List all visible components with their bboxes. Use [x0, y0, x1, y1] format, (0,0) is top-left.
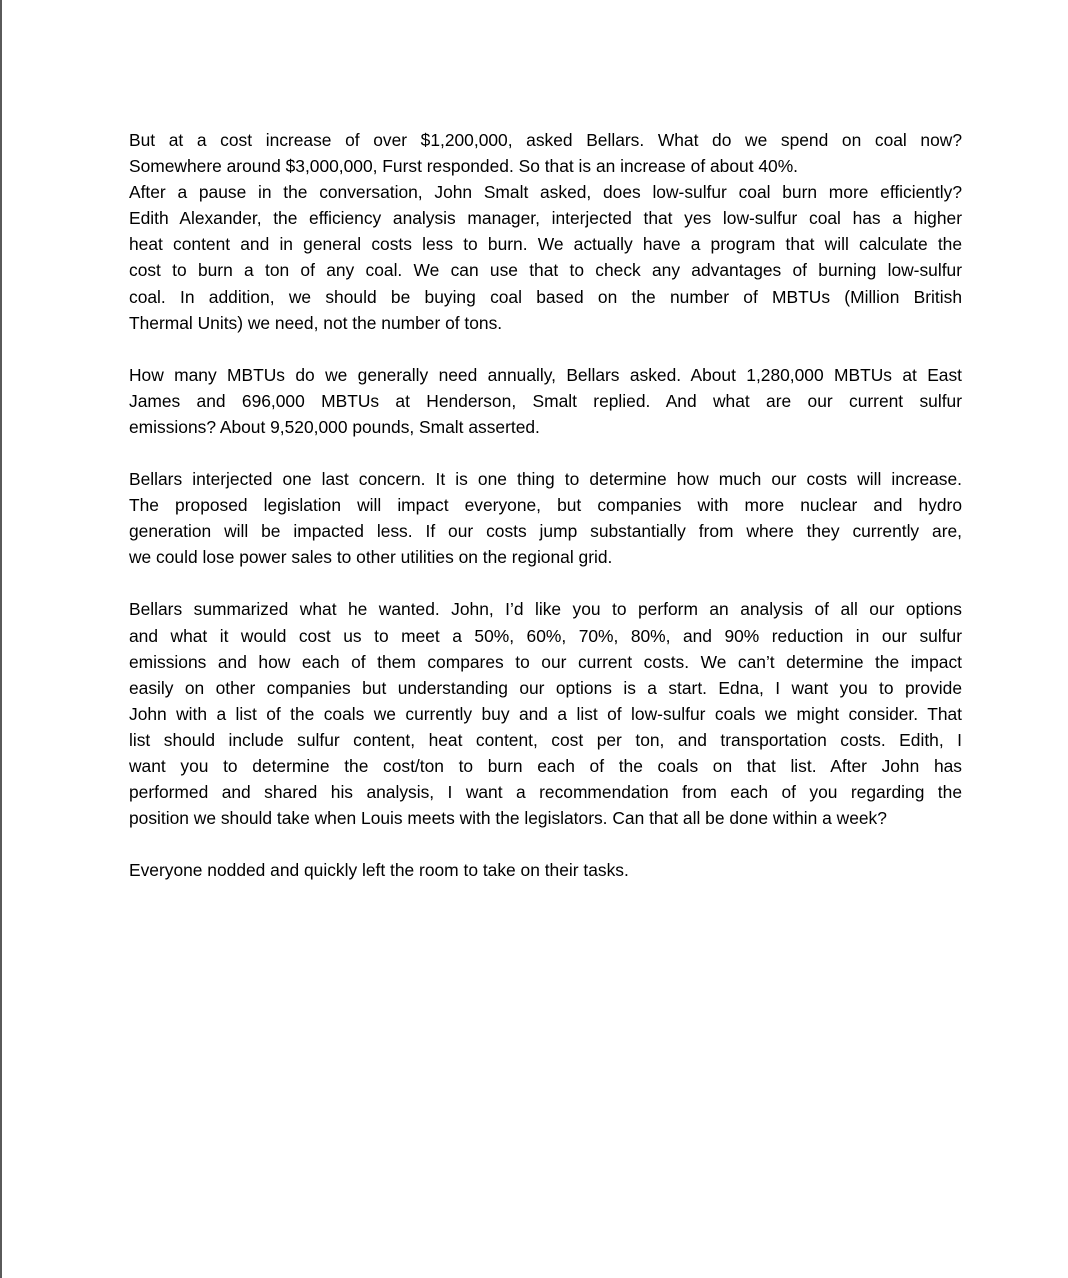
text-line: John with a list of the coals we currently buy and a list of low-sulfur coals we might consider. That: [129, 703, 962, 724]
text-line: cost to burn a ton of any coal. We can use that to check any advantages of burning low-sulfur: [129, 260, 962, 281]
paragraph-6: [129, 857, 962, 883]
paragraph-1: [129, 127, 962, 179]
text-line: Somewhere around $3,000,000, Furst responded. So that is an increase of about 40%.: [129, 156, 799, 177]
text-line: performed and shared his analysis, I want a recommendation from each of you regarding the: [129, 782, 962, 803]
text-line: emissions? About 9,520,000 pounds, Smalt asserted.: [129, 416, 540, 437]
text-line: we could lose power sales to other utilities on the regional grid.: [129, 547, 613, 568]
text-line: Thermal Units) we need, not the number of tons.: [129, 312, 503, 333]
text-line: list should include sulfur content, heat content, cost per ton, and transportation costs. Edith, I: [129, 729, 962, 750]
text-line: position we should take when Louis meets with the legislators. Can that all be done within a week?: [129, 808, 887, 829]
paragraph-spacer: [129, 440, 962, 466]
paragraph-5: [129, 596, 962, 831]
text-line: emissions and how each of them compares to our current costs. We can’t determine the impact: [129, 651, 962, 672]
text-line: heat content and in general costs less to burn. We actually have a program that will calculate the: [129, 234, 962, 255]
text-line: Edith Alexander, the efficiency analysis manager, interjected that yes low-sulfur coal has a higher: [129, 208, 962, 229]
text-line: easily on other companies but understanding our options is a start. Edna, I want you to provide: [129, 677, 962, 698]
text-line: James and 696,000 MBTUs at Henderson, Smalt replied. And what are our current sulfur: [129, 390, 962, 411]
paragraph-2: [129, 179, 962, 336]
text-line: generation will be impacted less. If our costs jump substantially from where they currently are,: [129, 521, 962, 542]
text-line: Bellars summarized what he wanted. John, I’d like you to perform an analysis of all our options: [129, 599, 962, 620]
text-line: How many MBTUs do we generally need annually, Bellars asked. About 1,280,000 MBTUs at East: [129, 364, 962, 385]
paragraph-spacer: [129, 570, 962, 596]
text-line: But at a cost increase of over $1,200,000, asked Bellars. What do we spend on coal now?: [129, 130, 962, 150]
page-left-edge: [0, 0, 2, 1278]
paragraph-4: [129, 466, 962, 570]
text-line: Everyone nodded and quickly left the room to take on their tasks.: [129, 860, 629, 881]
text-line: After a pause in the conversation, John Smalt asked, does low-sulfur coal burn more efficiently?: [129, 182, 962, 203]
text-line: coal. In addition, we should be buying coal based on the number of MBTUs (Million British: [129, 286, 962, 307]
document-page: [129, 127, 962, 883]
text-line: The proposed legislation will impact everyone, but companies with more nuclear and hydro: [129, 495, 962, 516]
text-line: want you to determine the cost/ton to burn each of the coals on that list. After John has: [129, 755, 962, 776]
text-line: Bellars interjected one last concern. It is one thing to determine how much our costs will increase.: [129, 469, 962, 490]
paragraph-spacer: [129, 336, 962, 362]
text-line: and what it would cost us to meet a 50%, 60%, 70%, 80%, and 90% reduction in our sulfur: [129, 625, 962, 646]
paragraph-spacer: [129, 831, 962, 857]
paragraph-3: [129, 362, 962, 440]
